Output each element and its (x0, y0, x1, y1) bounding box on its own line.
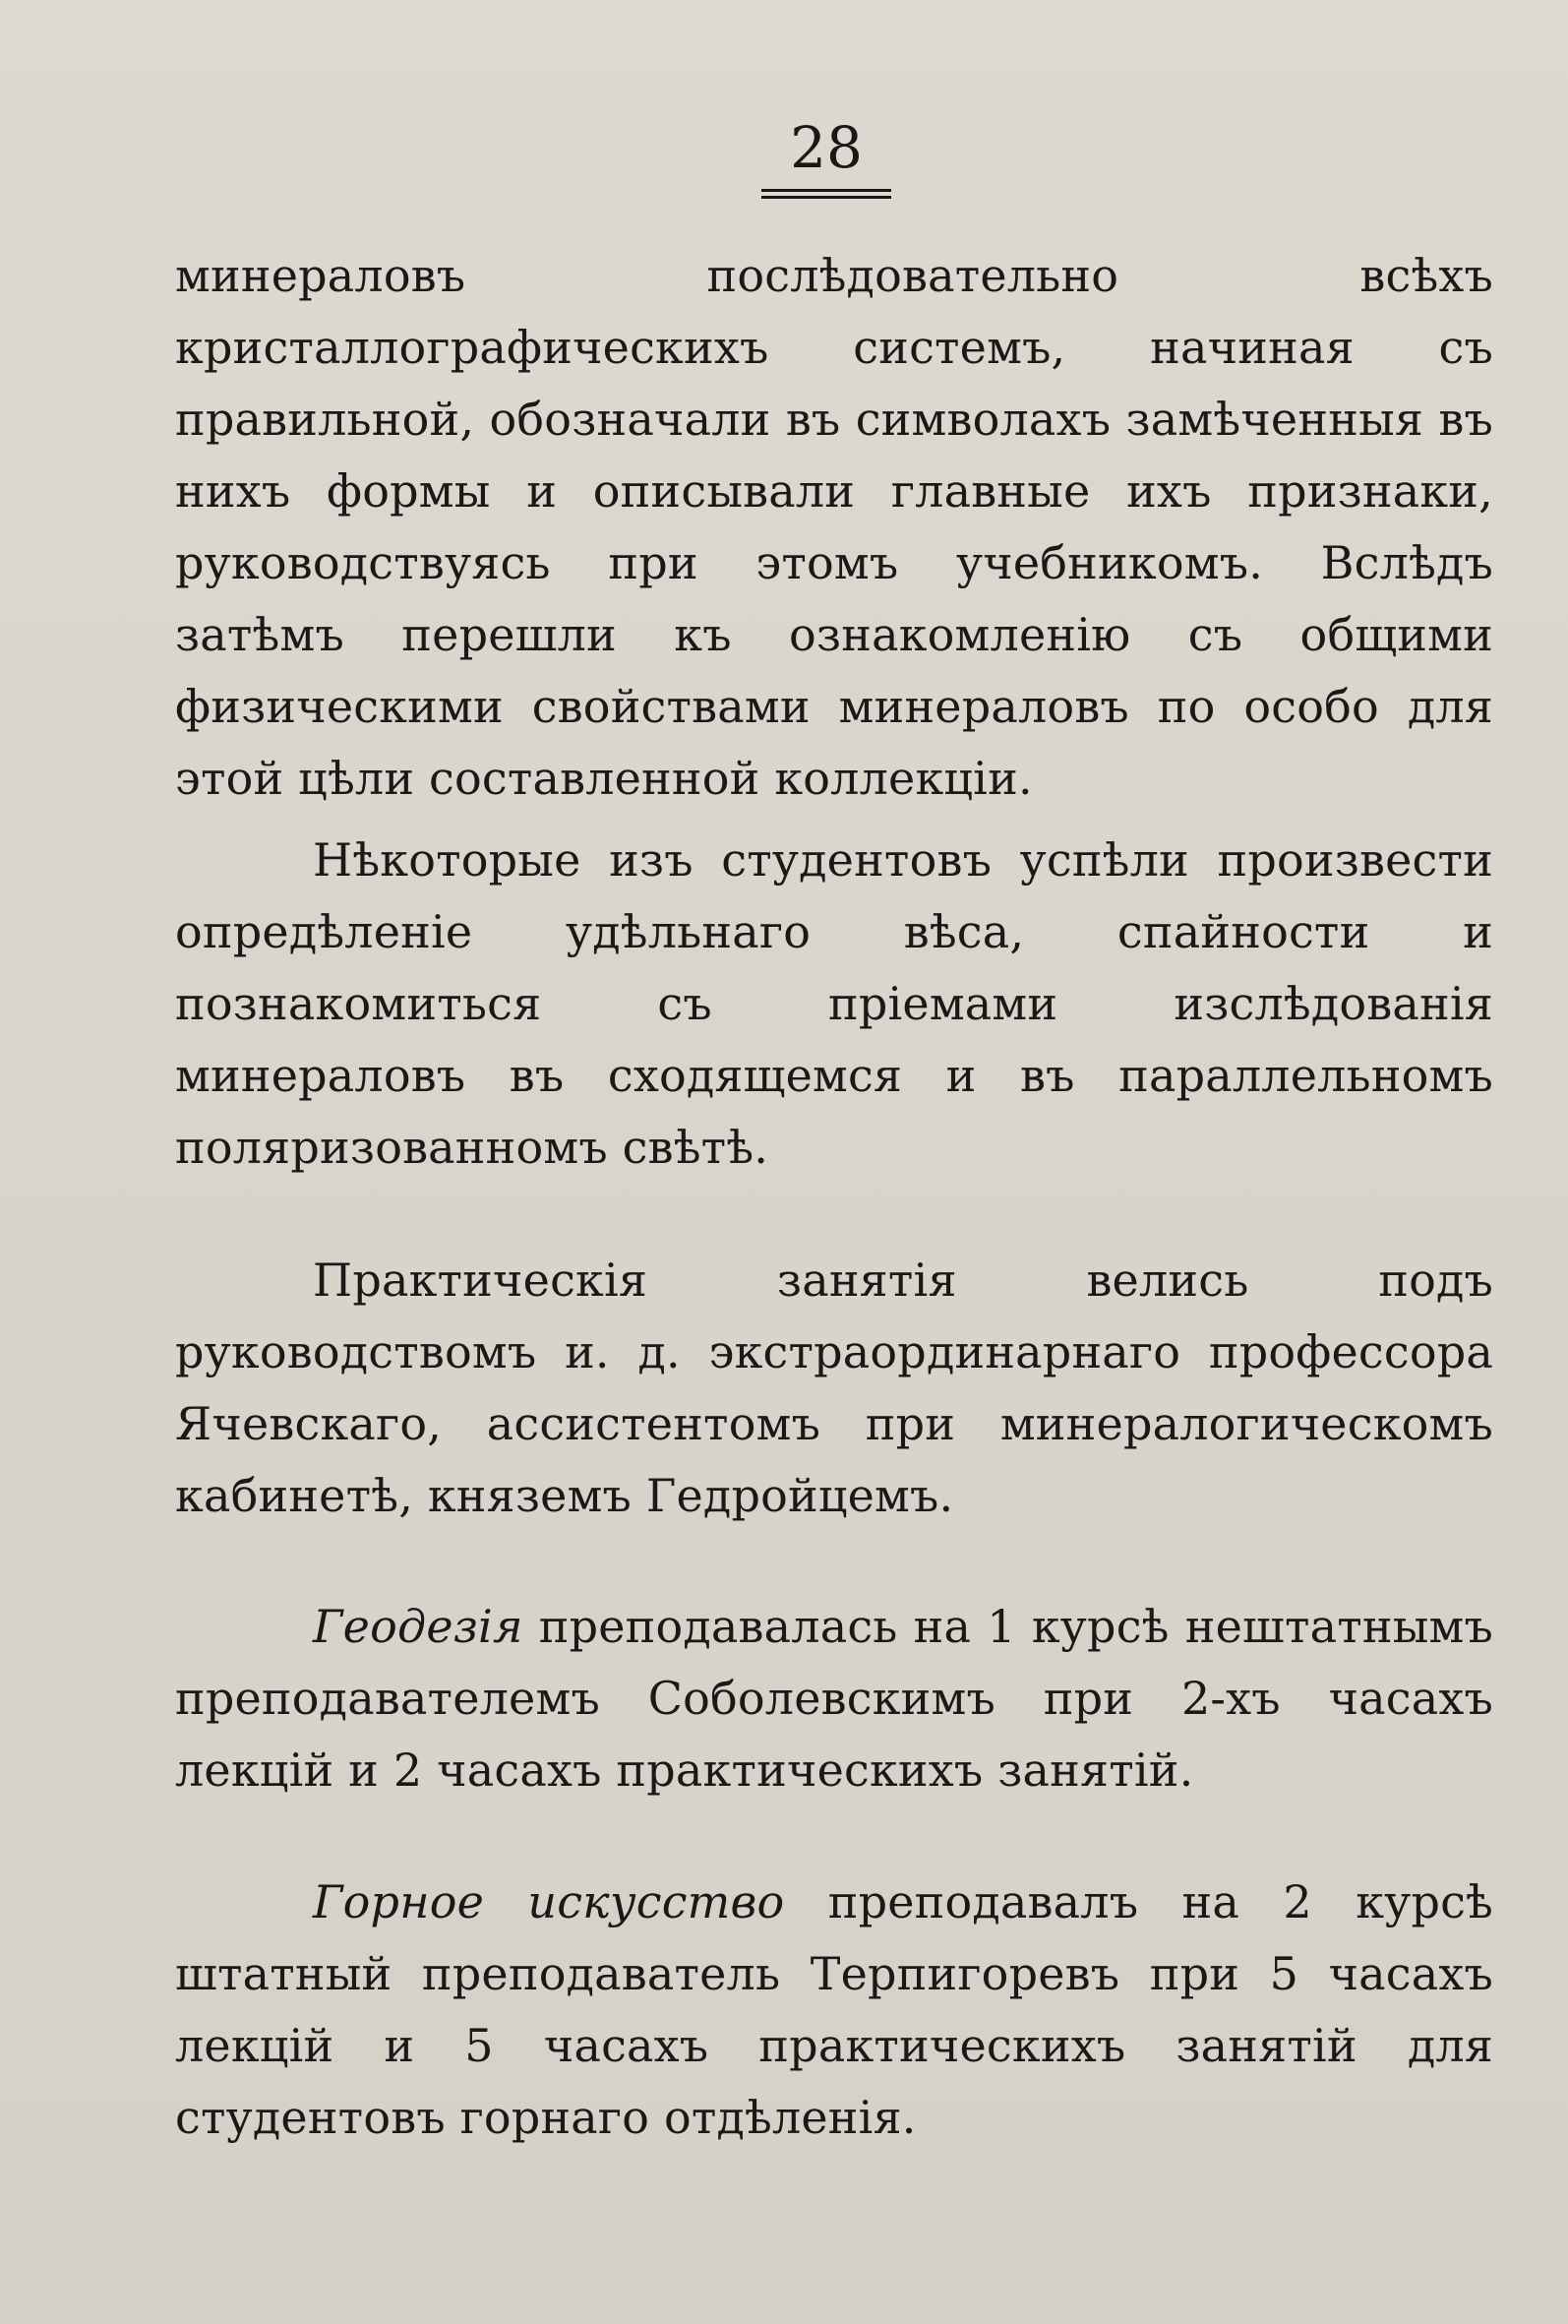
paragraph-geodesy (175, 1591, 1493, 1806)
subject-title-geodesy: Геодезія (313, 1600, 523, 1653)
paragraph-minerals-systems (175, 240, 1493, 815)
paragraph-mining-art (175, 1866, 1493, 2154)
paragraph-students-experiments (175, 825, 1493, 1184)
header-double-rule (761, 189, 891, 199)
paragraph-text: Практическія занятія велись подъ руководствомъ и. д. экстраординарнаго профессора Ячевскаго, ассистентомъ при минералогическомъ кабинетѣ, княземъ Гедройцемъ. (175, 1254, 1493, 1522)
page-header (748, 116, 905, 199)
paragraph-practical-lessons (175, 1245, 1493, 1532)
subject-title-mining-art: Горное искусство (313, 1875, 785, 1928)
paragraph-text: преподавалась на 1 курсѣ нештатнымъ преподавателемъ Соболевскимъ при 2-хъ часахъ лекцій и 2 часахъ практическихъ занятій. (175, 1600, 1493, 1797)
paragraph-text: минераловъ послѣдовательно всѣхъ кристаллографическихъ системъ, начиная съ правильной, обозначали въ символахъ замѣченныя въ нихъ формы и описывали главные ихъ признаки, руководствуясь при этомъ учебникомъ. Вслѣдъ затѣмъ перешли къ ознакомленію съ общими физическими свойствами минераловъ по особо для этой цѣли составленной коллекціи. (175, 249, 1493, 805)
paragraph-text: Нѣкоторые изъ студентовъ успѣли произвести опредѣленіе удѣльнаго вѣса, спайности и познакомиться съ пріемами изслѣдованія минераловъ въ сходящемся и въ параллельномъ поляризованномъ свѣтѣ. (175, 833, 1493, 1174)
page-number: 28 (790, 114, 863, 181)
paragraph-text: преподавалъ на 2 курсѣ штатный преподаватель Терпигоревъ при 5 часахъ лекцій и 5 часахъ практическихъ занятій для студентовъ горнаго отдѣленія. (175, 1875, 1493, 2144)
